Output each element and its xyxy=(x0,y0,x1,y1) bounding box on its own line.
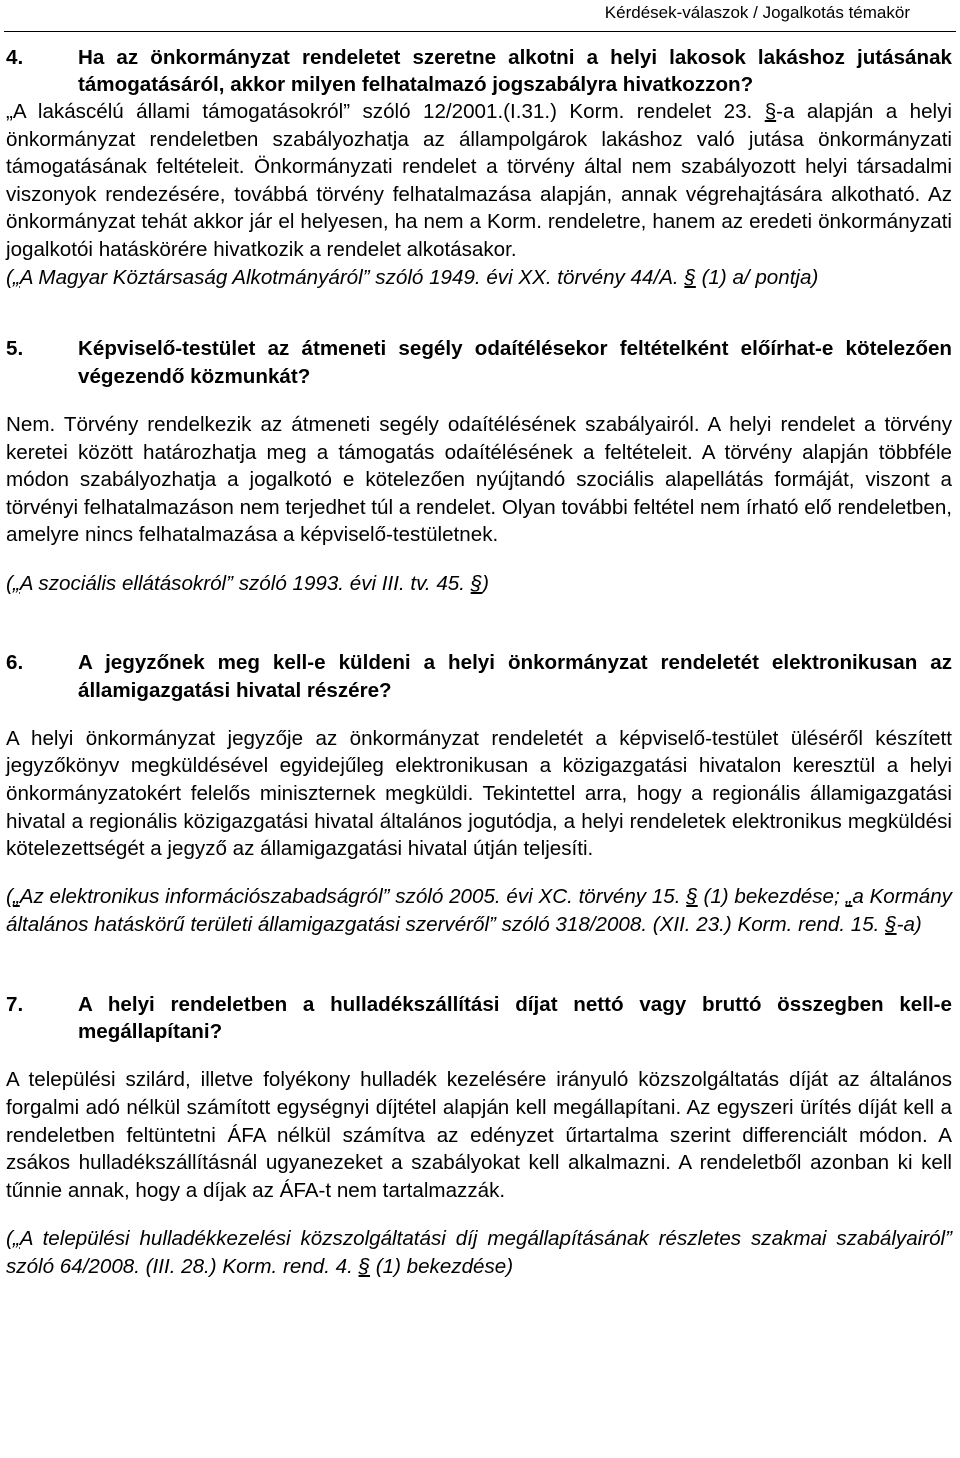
answer-text: A helyi önkormányzat jegyzője az önkormányzat rendeletét a képviselő-testület üléséről készített jegyzőkönyv megküldésével egyidejűleg elektronikusan a közigazgatási hivatalon keresztül a helyi önkormányzatokért felelős miniszternek megküldi. Tekintettel arra, hogy a regionális államigazgatási hivatal a regionális közigazgatási hivatal általános jogutódja, a helyi rendeletek elektronikus megküldési kötelezettségét a jegyző az államigazgatási hivatal útján teljesíti. xyxy=(6,726,952,861)
legal-citation xyxy=(6,570,952,598)
citation-text: Az elektronikus információszabadságról” szóló 2005. évi XC. törvény 15. xyxy=(19,885,687,909)
question-text: A jegyzőnek meg kell-e küldeni a helyi önkormányzat rendeletét elektronikusan az államigazgatási hivatal részére? xyxy=(78,651,952,702)
legal-citation xyxy=(6,264,952,292)
question-block-4 xyxy=(6,44,952,291)
citation-text: A szociális ellátásokról” szóló 1993. évi III. tv. 45. xyxy=(19,571,471,595)
question-number: 6. xyxy=(6,651,24,675)
citation-quote-mark: „ xyxy=(12,1226,20,1250)
question-heading xyxy=(6,991,952,1046)
section-sign: § xyxy=(358,1254,371,1278)
section-sign: § xyxy=(684,265,696,289)
question-block-7 xyxy=(6,991,952,1281)
question-heading xyxy=(6,44,952,98)
citation-text: ) xyxy=(482,571,490,595)
header-rule xyxy=(4,31,956,32)
section-sign: § xyxy=(885,913,897,937)
citation-quote-mark: „ xyxy=(845,885,853,909)
citation-text: A települési hulladékkezelési közszolgáltatási díj megállapításának részletes szakmai szabályairól” szóló 64/2008. (III. 28.) Korm. rend. 4. xyxy=(6,1226,952,1278)
citation-quote-mark: „ xyxy=(12,885,20,909)
legal-citation xyxy=(6,883,952,938)
citation-open: ( xyxy=(6,265,13,289)
question-text: Képviselő-testület az átmeneti segély odaítélésekor feltételként előírhat-e kötelezően végezendő közmunkát? xyxy=(78,337,952,388)
answer-text xyxy=(6,98,952,264)
question-text: A helyi rendeletben a hulladékszállítási díjat nettó vagy bruttó összegben kell-e megállapítani? xyxy=(78,992,952,1044)
answer-text: A települési szilárd, illetve folyékony hulladék kezelésére irányuló közszolgáltatás díját az általános forgalmi adó nélkül számított egységnyi díjtétel alapján kell megállapítani. Az egyszeri ürítés díját kell a rendeletben feltüntetni ÁFA nélkül számítva az edényzet űrtartalma szerint differenciált módon. A zsákos hulladékszállításnál ugyanezeket a szabályokat kell alkalmazni. A rendeletből azonban ki kell tűnnie annak, hogy a díjak az ÁFA-t nem tartalmazzák. xyxy=(6,1068,952,1202)
question-heading xyxy=(6,649,952,704)
citation-text: A Magyar Köztársaság Alkotmányáról” szóló 1949. évi XX. törvény 44/A. xyxy=(19,265,685,289)
citation-quote-mark: „ xyxy=(12,265,20,289)
section-sign: § xyxy=(764,100,777,123)
answer-part: „A lakáscélú állami támogatásokról” szóló 12/2001.(I.31.) Korm. rendelet 23. xyxy=(6,100,765,123)
question-number: 7. xyxy=(6,992,24,1016)
question-block-6 xyxy=(6,649,952,939)
legal-citation xyxy=(6,1225,952,1280)
document-body xyxy=(6,44,952,1320)
citation-open: ( xyxy=(6,571,13,595)
citation-text: (1) a/ pontja) xyxy=(695,265,819,289)
section-sign: § xyxy=(686,885,698,909)
answer-text: Nem. Törvény rendelkezik az átmeneti segély odaítélésének szabályairól. A helyi rendelet a törvény keretei között határozhatja meg a támogatás odaítélésének a feltételeit. A törvény alapján többféle módon szabályozhatja a jogalkotó e kötelezően nyújtandó szociális alapellátás formáját, viszont a törvényi felhatalmazáson nem terjedhet túl a rendelet. Olyan további feltétel nem írható elő rendeletben, amelyre nincs felhatalmazása a képviselő-testületnek. xyxy=(6,412,952,547)
section-sign: § xyxy=(470,571,483,595)
question-heading xyxy=(6,335,952,390)
answer-part: -a alapján a helyi önkormányzat rendeletben szabályozhatja az állampolgárok lakáshoz való jutása önkormányzati támogatásának feltételeit. Önkormányzati rendelet a törvény által nem szabályozott helyi társadalmi viszonyok rendezésére, továbbá törvény felhatalmazása alapján, annak végrehajtására alkotható. Az önkormányzat tehát akkor jár el helyesen, ha nem a Korm. rendeletre, hanem az eredeti önkormányzati jogalkotói hatáskörére hivatkozik a rendelet alkotásakor. xyxy=(6,100,953,261)
citation-text: -a) xyxy=(896,913,922,937)
citation-text: a Kormány általános hatáskörű területi államigazgatási szervéről” szóló 318/2008. (XII. 23.) Korm. rend. 15. xyxy=(6,885,952,937)
question-text: Ha az önkormányzat rendeletet szeretne alkotni a helyi lakosok lakáshoz jutásának támogatásáról, akkor milyen felhatalmazó jogszabályra hivatkozzon? xyxy=(78,46,952,96)
question-number: 4. xyxy=(6,46,24,69)
citation-open: ( xyxy=(6,1226,13,1250)
citation-open: ( xyxy=(6,885,13,909)
running-header: Kérdések-válaszok / Jogalkotás témakör xyxy=(604,3,910,22)
citation-text: (1) bekezdése; xyxy=(697,885,846,909)
question-block-5 xyxy=(6,335,952,597)
citation-quote-mark: „ xyxy=(12,571,20,595)
citation-text: (1) bekezdése) xyxy=(370,1254,514,1278)
question-number: 5. xyxy=(6,337,24,361)
